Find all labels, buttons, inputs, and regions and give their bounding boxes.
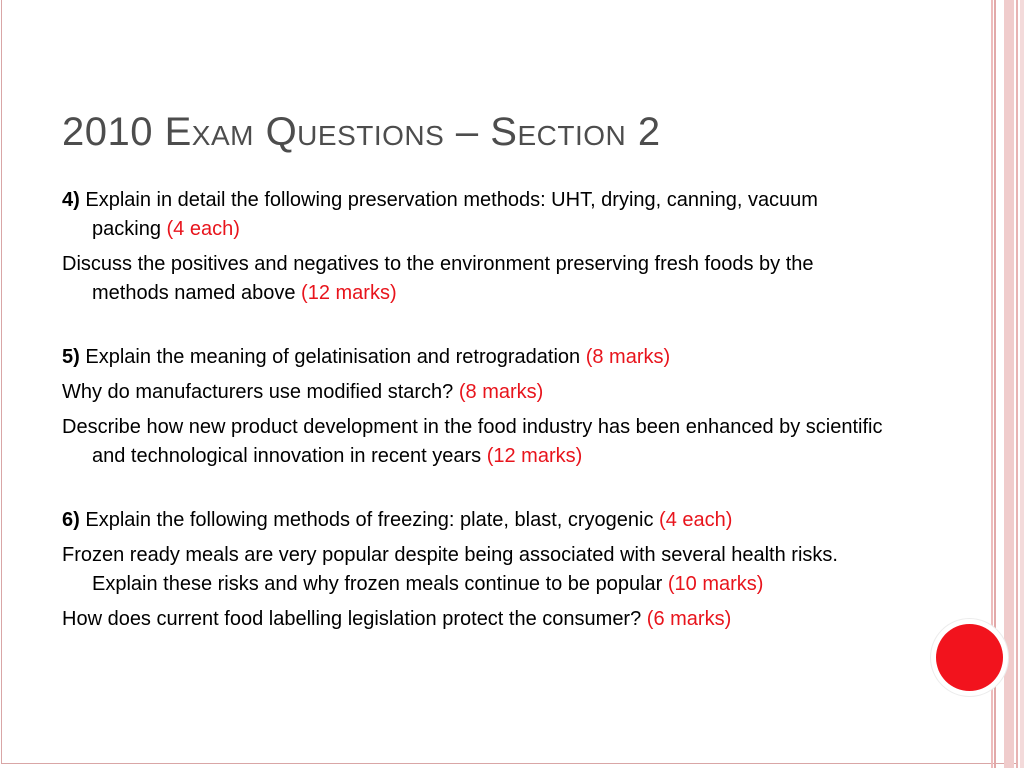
marks-label: (4 each) [166, 218, 240, 240]
question-6-part-2 [62, 541, 892, 599]
marks-label: (8 marks) [585, 346, 671, 368]
marks-label: (12 marks) [486, 445, 583, 467]
marks-label: (10 marks) [667, 573, 764, 595]
question-4-part-2 [62, 250, 892, 308]
question-text: Frozen ready meals are very popular despite being associated with several health risks. Explain these risks and why frozen meals continue to be popular [62, 544, 838, 595]
question-number: 4) [62, 189, 80, 211]
question-text: Describe how new product development in the food industry has been enhanced by scientific and technological innovation in recent years [62, 416, 883, 467]
question-text: Discuss the positives and negatives to the environment preserving fresh foods by the methods named above [62, 253, 814, 304]
question-6-part-3 [62, 605, 892, 634]
decorative-stripe [1020, 0, 1024, 768]
spacer [62, 477, 892, 506]
marks-label: (8 marks) [458, 381, 544, 403]
question-text: Why do manufacturers use modified starch? [62, 381, 454, 403]
marks-label: (4 each) [659, 509, 733, 531]
spacer [62, 314, 892, 343]
question-number: 5) [62, 346, 80, 368]
question-6-part-1 [62, 506, 892, 535]
marks-label: (12 marks) [301, 282, 397, 304]
question-text: Explain the following methods of freezing: plate, blast, cryogenic [85, 509, 654, 531]
decorative-stripe [1004, 0, 1014, 768]
question-text: How does current food labelling legislation protect the consumer? [62, 608, 642, 630]
question-5-part-1 [62, 343, 892, 372]
question-4-part-1 [62, 186, 892, 244]
question-text: Explain in detail the following preservation methods: UHT, drying, canning, vacuum packing [85, 189, 818, 240]
question-text: Explain the meaning of gelatinisation and retrogradation [85, 346, 581, 368]
question-5-part-2 [62, 378, 892, 407]
question-list [62, 186, 892, 640]
question-number: 6) [62, 509, 80, 531]
question-5-part-3 [62, 413, 892, 471]
marks-label: (6 marks) [646, 608, 732, 630]
slide-title: 2010 Exam Questions – Section 2 [62, 110, 661, 154]
decorative-stripe [1016, 0, 1018, 768]
decorative-circle [936, 624, 1003, 691]
